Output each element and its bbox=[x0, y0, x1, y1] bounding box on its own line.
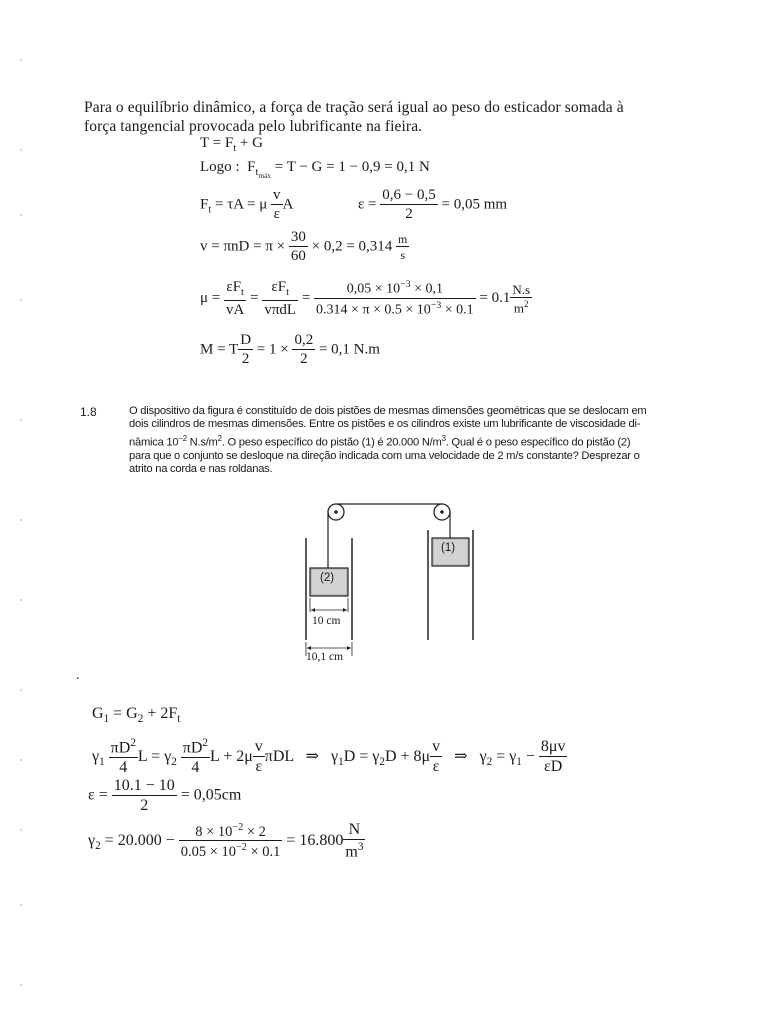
intro-line-2: força tangencial provocada pelo lubrificante na fieira. bbox=[84, 118, 423, 135]
equation-final-gamma: $\gamma_2 = 20.000$ − $\frac{8 \times 10^{-2} \times 2}{0.05 \times 10^{-2} \times 0.1}$ = 16.800 $\frac{N}{m^3}$ bbox=[88, 821, 364, 861]
problem-line-3: nâmica $10^{-2}$ $N.s/m^2$. O peso específico do pistão (1) é 20.000 $N/m^3$. Qual é o peso específico do pistão (2) bbox=[129, 433, 631, 449]
intro-line-1: Para o equilíbrio dinâmico, a força de tração será igual ao peso do esticador somada à bbox=[84, 99, 624, 116]
problem-line-5: atrito na corda e nas roldanas. bbox=[129, 462, 273, 475]
equation-gamma-expansion: $\gamma_1$ $\frac{\pi D^2}{4}$ $L = \gamma_2$ $\frac{\pi D^2}{4}$ L + 2μ $\frac{v}{\varepsilon}$ πDL ⇒ $\gamma_1D = \gamma_2D + 8\mu$ $\frac{v}{\varepsilon}$ ⇒ $\gamma_2 = \gamma_1$ − $\frac{8\mu v}{\varepsilon D}$ bbox=[92, 737, 566, 777]
stray-mark: . bbox=[76, 668, 80, 683]
dimension-10cm-label: 10 cm bbox=[312, 615, 341, 627]
equation-tangential-force: $F_t = \tau A = \mu$ $\frac{v}{\varepsilon}$ A bbox=[200, 187, 294, 222]
implies-arrow-icon: ⇒ bbox=[454, 747, 468, 765]
dimension-10-1cm-label: 10,1 cm bbox=[306, 651, 344, 663]
problem-statement bbox=[129, 405, 729, 476]
implies-arrow-icon: ⇒ bbox=[305, 747, 320, 765]
piston-2-label: (2) bbox=[320, 572, 335, 584]
equation-viscosity: μ = $\frac{\varepsilon F_t}{vA}$ = $\frac{\varepsilon F_t}{\text{vπdL}}$ = $\frac{0,05 \times 10^{-3} \times 0,1}{0.314 \times \pi \times 0.5 \times 10^{-3} \times 0.1}$ = 0.1 $\frac{N.s}{m^2}$ bbox=[200, 279, 531, 318]
equation-tension: $T = F_t + G$ bbox=[200, 135, 263, 154]
equation-weight-balance: $G_1 = G_2 + 2F_t$ bbox=[92, 705, 181, 726]
problem-line-2: dois cilindros de mesmas dimensões. Entre os pistões e os cilindros existe um lubrificante de viscosidade di- bbox=[129, 418, 641, 431]
equation-velocity: v = πnD = π × $\frac{30}{60}$ × 0,2 = 0,314 $\frac{m}{s}$ bbox=[200, 229, 408, 264]
pulley-left-icon bbox=[328, 504, 344, 520]
piston-1-label: (1) bbox=[441, 542, 456, 554]
equation-epsilon: ε = $\frac{0,6 - 0,5}{2}$ = 0,05 mm bbox=[358, 187, 508, 222]
equation-logo: Logo : $F_{t_{máx}} = T - G = 1 - 0,9 = 0,1$ N bbox=[200, 159, 430, 181]
pulley-right-icon bbox=[434, 504, 450, 520]
equation-epsilon-2: ε = $\frac{10.1 - 10}{2}$ = 0,05cm bbox=[88, 777, 242, 814]
margin-dots bbox=[18, 0, 24, 1024]
intro-paragraph bbox=[84, 98, 704, 136]
problem-number: 1.8 bbox=[80, 405, 97, 419]
problem-line-1: O dispositivo da figura é constituído de dois pistões de mesmas dimensões geométricas que se deslocam em bbox=[129, 405, 647, 417]
problem-line-4: para que o conjunto se desloque na direção indicada com uma velocidade de 2 m/s constante? Desprezar o bbox=[129, 449, 640, 462]
fraction-v-eps: $\frac{v}{\varepsilon}$ bbox=[273, 187, 281, 222]
equation-moment: M = T $\frac{D}{2}$ = 1 × $\frac{0,2}{2}$ = 0,1 N.m bbox=[200, 332, 380, 367]
